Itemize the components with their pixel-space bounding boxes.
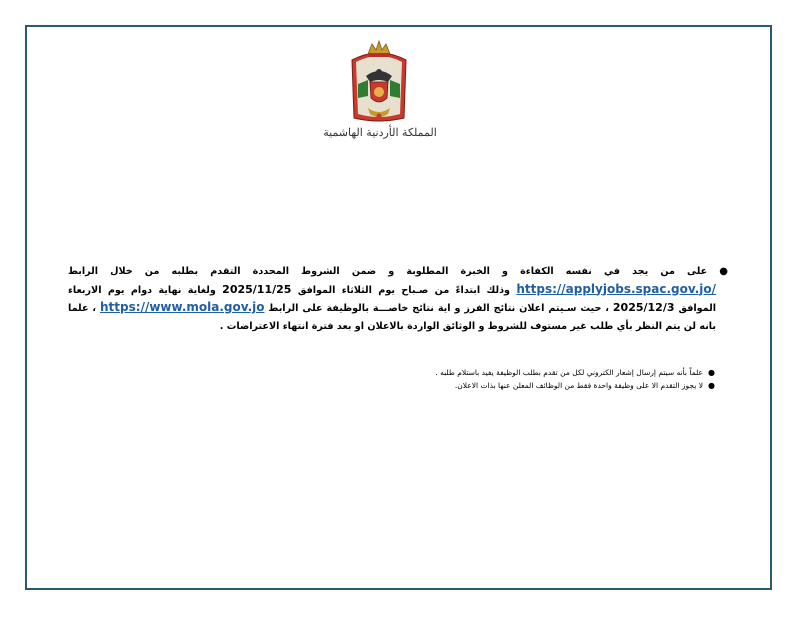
announcement-text: ، حيث سـيتم اعلان نتائج الفرز و اية نتائج خاصـــة بالوظيفة على الرابط xyxy=(264,303,609,314)
announcement-item xyxy=(68,263,728,335)
announcement-text: ولغاية نهاية دوام يوم الاربعاء الموافق xyxy=(68,284,716,314)
applyjobs-link[interactable]: https://applyjobs.spac.gov.jo/ xyxy=(516,281,716,296)
jordan-coat-of-arms-icon xyxy=(346,38,412,130)
announcement-text: وذلك ابتداءً من صـباح يوم الثلاثاء الموافق xyxy=(297,284,510,296)
end-date: 2025/12/3 xyxy=(612,301,675,314)
announcement-text: على من يجد في نفسه الكفاءة و الخبرة المطلوبة و ضمن الشروط المحددة التقدم بطلبه من خلال الرابط xyxy=(68,266,708,277)
mola-link[interactable]: https://www.mola.gov.jo xyxy=(100,300,265,314)
note-item xyxy=(400,379,715,392)
kingdom-name-logotype: المملكة الأردنية الهاشمية xyxy=(323,126,437,139)
bullet-icon: ● xyxy=(708,368,715,377)
announcement-text: ، علما بانه لن يتم النظر بأي طلب غير مستوف للشروط و الوثائق الواردة بالاعلان او بعد فترة انتهاء الاعتراضات . xyxy=(68,303,716,332)
note-text: علماً بأنه سيتم إرسال إشعار الكتروني لكل من تقدم بطلب الوظيفة يفيد باستلام طلبه . xyxy=(435,368,703,377)
bullet-icon: ● xyxy=(719,266,728,277)
bullet-icon: ● xyxy=(708,381,715,390)
note-item xyxy=(400,366,715,379)
announcement-list xyxy=(68,263,728,335)
notes-list xyxy=(400,366,715,392)
note-text: لا يجوز التقدم الا على وظيفة واحدة فقط من الوظائف المعلن عنها بذات الاعلان. xyxy=(454,381,703,390)
start-date: 2025/11/25 xyxy=(222,282,292,296)
